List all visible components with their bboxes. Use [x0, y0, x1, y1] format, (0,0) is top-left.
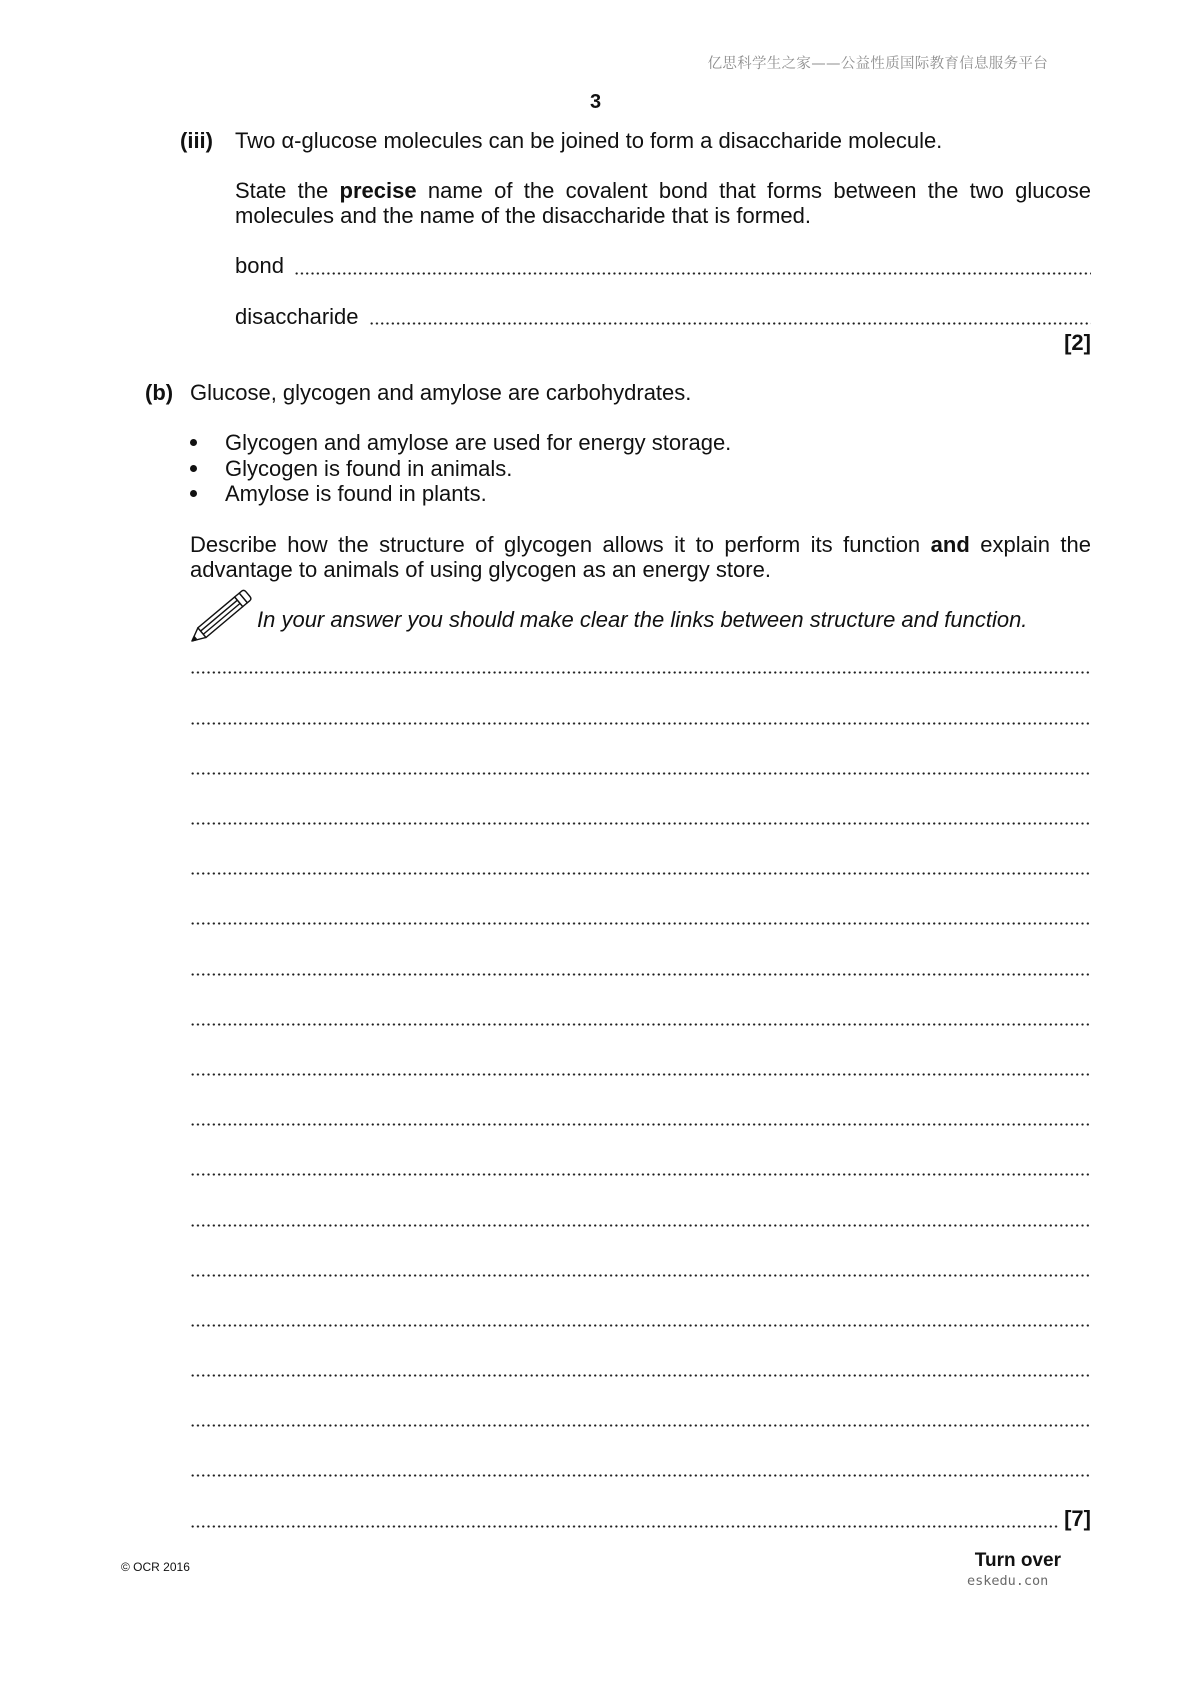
question-stem-b: Glucose, glycogen and amylose are carbohydrates. [190, 379, 692, 405]
bullet-icon [190, 490, 197, 497]
dotted-rule [190, 1525, 1058, 1528]
answer-line [190, 1079, 1091, 1129]
answer-line [190, 628, 1091, 678]
dotted-rule [190, 973, 1091, 976]
question-text: Describe how the structure of glycogen allows it to perform its function [190, 531, 931, 557]
question-text: explain the advantage to animals of using glycogen as an energy store. [190, 531, 1091, 582]
instruction-text: State the [235, 177, 340, 203]
question-label-b: (b) [145, 379, 174, 405]
answer-line [190, 829, 1091, 879]
instruction-text: name of the covalent bond that forms between the two glucose molecules and the name of the disaccharide that is formed. [235, 177, 1091, 228]
list-item [190, 481, 731, 507]
list-item [190, 430, 731, 456]
dotted-rule [190, 822, 1091, 825]
dotted-rule [190, 872, 1091, 875]
dotted-rule [190, 772, 1091, 775]
answer-line [190, 1431, 1091, 1481]
dotted-rule [190, 922, 1091, 925]
dotted-rule [190, 1073, 1091, 1076]
dotted-rule [369, 322, 1091, 325]
dotted-rule [190, 1224, 1091, 1227]
site-watermark: eskedu.con [967, 1573, 1049, 1589]
marks-iii: [2] [1064, 329, 1091, 355]
dotted-rule [294, 272, 1091, 275]
answer-line [190, 979, 1091, 1029]
question-emphasis: and [930, 531, 970, 557]
dotted-rule [190, 1324, 1091, 1327]
answer-line [190, 1130, 1091, 1180]
list-item-text: Glycogen is found in animals. [225, 455, 513, 481]
dotted-rule [190, 1274, 1091, 1277]
answer-line [190, 728, 1091, 778]
turn-over: Turn over [974, 1550, 1061, 1571]
dotted-rule [190, 1424, 1091, 1427]
bullet-icon [190, 439, 197, 446]
dotted-rule [190, 722, 1091, 725]
bullet-list [190, 430, 731, 507]
answer-line [190, 678, 1091, 728]
answer-lines [190, 628, 1091, 1531]
dotted-rule [190, 1173, 1091, 1176]
question-text-b [190, 532, 1091, 582]
question-label-iii: (iii) [180, 127, 213, 153]
copyright: © OCR 2016 [121, 1560, 190, 1574]
list-item-text: Amylose is found in plants. [225, 481, 487, 506]
answer-line [190, 1180, 1091, 1230]
answer-field-disaccharide [235, 304, 1091, 329]
bullet-icon [190, 465, 197, 472]
answer-line [190, 1280, 1091, 1330]
dotted-rule [190, 1123, 1091, 1126]
answer-field-bond [235, 253, 1091, 278]
dotted-rule [190, 671, 1091, 674]
dotted-rule [190, 1023, 1091, 1026]
marks-b: [7] [1064, 1506, 1091, 1532]
list-item [190, 456, 731, 482]
answer-line [190, 778, 1091, 828]
qwc-note: In your answer you should make clear the links between structure and function. [257, 606, 1028, 632]
question-stem-iii: Two α-glucose molecules can be joined to form a disaccharide molecule. [235, 127, 943, 153]
instruction-emphasis: precise [339, 177, 417, 203]
watermark: 亿思科学生之家——公益性质国际教育信息服务平台 [707, 56, 1048, 72]
dotted-rule [190, 1474, 1091, 1477]
answer-line [190, 1230, 1091, 1280]
answer-line [190, 1381, 1091, 1431]
question-instruction-iii [235, 178, 1091, 228]
page-number: 3 [589, 91, 602, 113]
answer-line [190, 929, 1091, 979]
answer-line [190, 879, 1091, 929]
answer-line [190, 1481, 1091, 1531]
answer-line [190, 1029, 1091, 1079]
answer-line [190, 1330, 1091, 1380]
answer-field-label: disaccharide [235, 303, 359, 329]
answer-field-label: bond [235, 253, 284, 278]
list-item-text: Glycogen and amylose are used for energy storage. [225, 430, 732, 455]
dotted-rule [190, 1374, 1091, 1377]
